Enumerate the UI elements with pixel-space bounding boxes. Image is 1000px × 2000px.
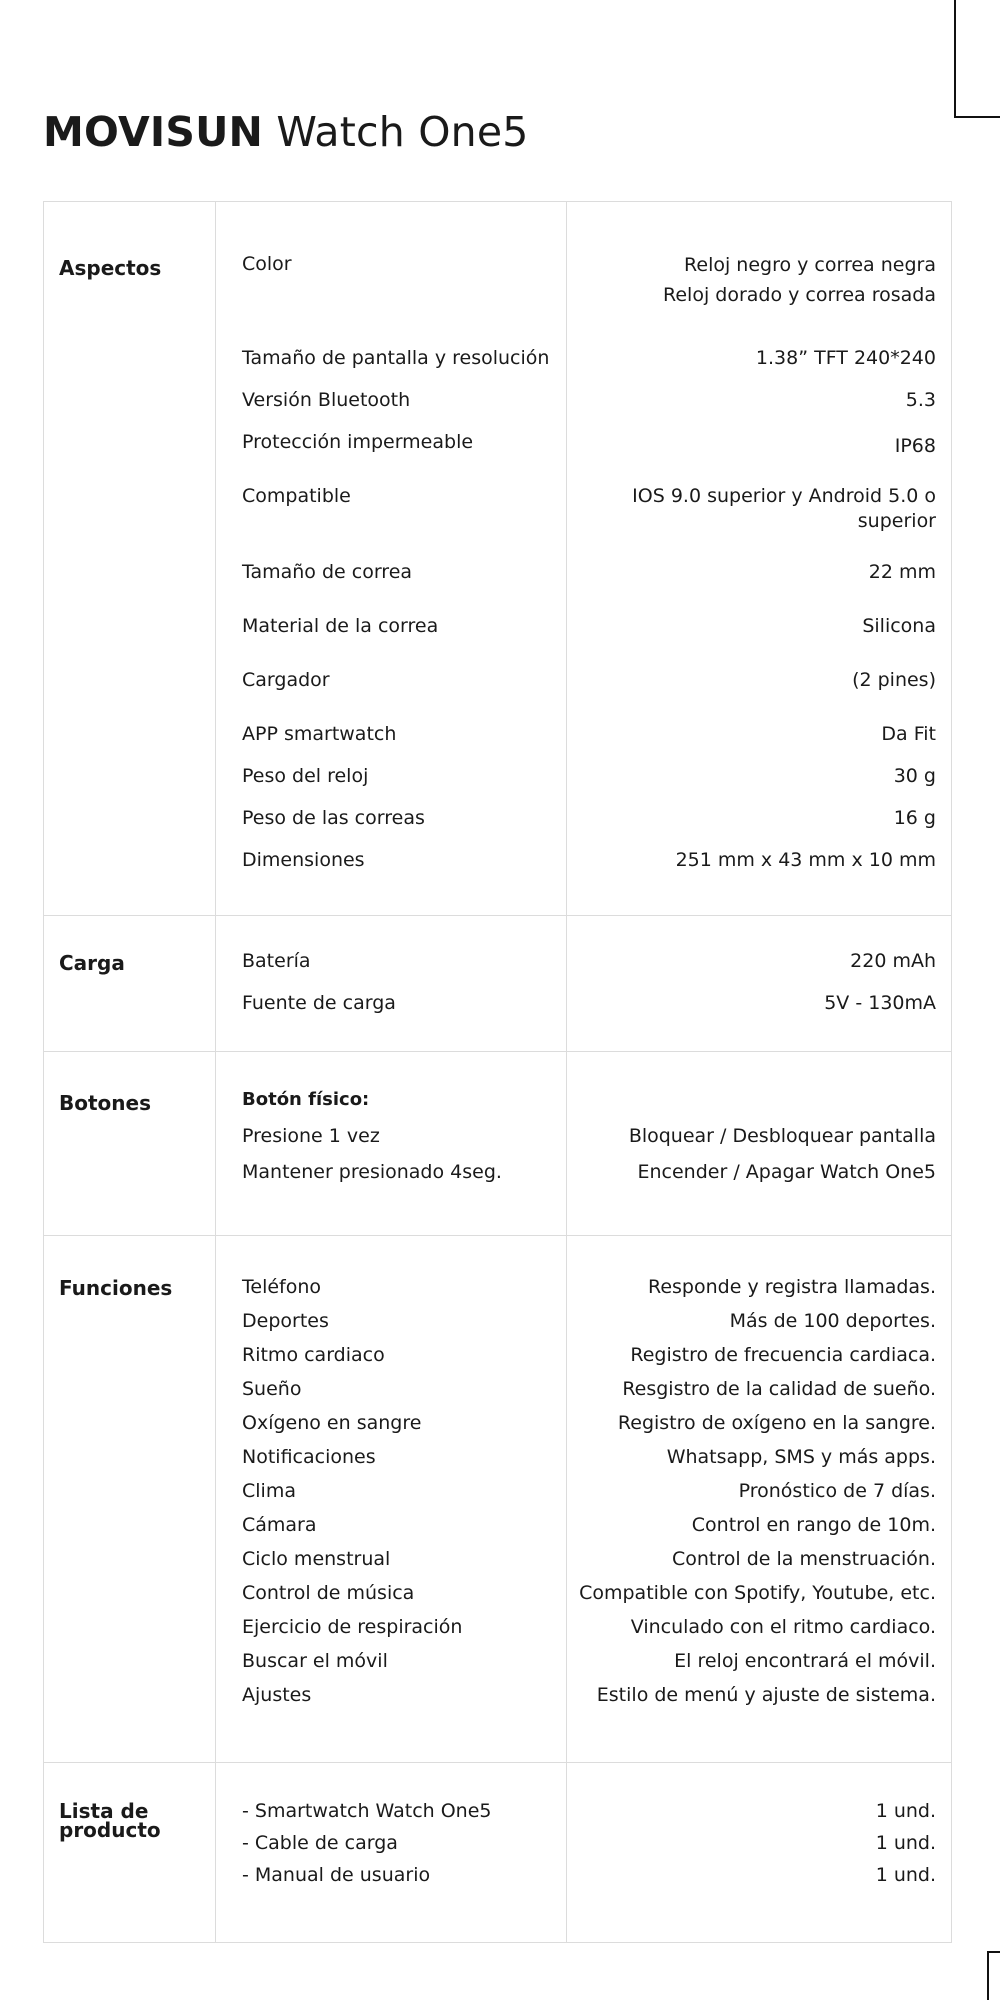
function-label: Ritmo cardiaco: [242, 1344, 385, 1366]
spec-value: [576, 558, 936, 586]
spec-value: 220 mAh: [850, 950, 936, 972]
section-title-line: Lista de: [59, 1799, 149, 1823]
spec-value: [576, 250, 936, 310]
spec-value: [576, 432, 936, 460]
product-item-label: - Manual de usuario: [242, 1864, 431, 1886]
model-name: Watch One5: [276, 108, 529, 156]
function-value: Whatsapp, SMS y más apps.: [666, 1446, 936, 1468]
spec-label: Color: [242, 253, 292, 275]
spec-value: [576, 612, 936, 640]
function-value: Responde y registra llamadas.: [648, 1276, 936, 1298]
spec-value-line: IP68: [894, 435, 936, 457]
function-label: Buscar el móvil: [242, 1650, 388, 1672]
spec-value-line: Da Fit: [881, 723, 936, 745]
spec-value: [616, 484, 936, 534]
function-label: Teléfono: [242, 1276, 322, 1298]
product-item-qty: 1 und.: [875, 1864, 936, 1886]
spec-label: Material de la correa: [242, 615, 439, 637]
spec-label: Dimensiones: [242, 849, 365, 871]
product-item-label: - Cable de carga: [242, 1832, 398, 1854]
spec-label: Peso de las correas: [242, 807, 425, 829]
page-title: [43, 104, 529, 160]
spec-value: 5V - 130mA: [824, 992, 936, 1014]
spec-value: [576, 386, 936, 414]
product-item-qty: 1 und.: [875, 1832, 936, 1854]
spec-value: [576, 804, 936, 832]
function-label: Ejercicio de respiración: [242, 1616, 463, 1638]
spec-value-line: 5.3: [905, 389, 936, 411]
spec-value: [576, 666, 936, 694]
spec-value: Encender / Apagar Watch One5: [637, 1161, 936, 1183]
function-label: Notificaciones: [242, 1446, 376, 1468]
function-value: Vinculado con el ritmo cardiaco.: [630, 1616, 936, 1638]
section-title: Aspectos: [59, 256, 162, 280]
spec-value-line: 16 g: [893, 807, 936, 829]
function-value: Compatible con Spotify, Youtube, etc.: [579, 1582, 936, 1604]
function-value: Registro de frecuencia cardiaca.: [630, 1344, 936, 1366]
spec-label: Peso del reloj: [242, 765, 369, 787]
spec-value: [576, 344, 936, 372]
function-label: Clima: [242, 1480, 296, 1502]
spec-value-line: Reloj negro y correa negra: [684, 254, 936, 276]
spec-label: Protección impermeable: [242, 431, 474, 453]
function-value: Control en rango de 10m.: [691, 1514, 936, 1536]
function-value: Pronóstico de 7 días.: [738, 1480, 936, 1502]
spec-value: Bloquear / Desbloquear pantalla: [628, 1125, 936, 1147]
function-value: El reloj encontrará el móvil.: [674, 1650, 936, 1672]
section-title: [59, 1799, 199, 1842]
function-label: Sueño: [242, 1378, 302, 1400]
spec-label: Batería: [242, 950, 311, 972]
spec-value: [576, 762, 936, 790]
physical-button-heading: Botón físico:: [242, 1089, 370, 1110]
spec-label: Tamaño de correa: [242, 561, 413, 583]
spec-value-line: 251 mm x 43 mm x 10 mm: [675, 849, 936, 871]
spec-value: [576, 720, 936, 748]
spec-label: Cargador: [242, 669, 330, 691]
corner-frame-bottom: [987, 1951, 1000, 2000]
spec-label: Versión Bluetooth: [242, 389, 411, 411]
spec-value-line: Silicona: [862, 615, 936, 637]
section-title: Carga: [59, 951, 125, 975]
spec-value-line: 30 g: [893, 765, 936, 787]
section-title-line: producto: [59, 1818, 161, 1842]
product-item-label: - Smartwatch Watch One5: [242, 1800, 492, 1822]
spec-value: [576, 846, 936, 874]
function-label: Ajustes: [242, 1684, 312, 1706]
function-value: Control de la menstruación.: [672, 1548, 936, 1570]
function-value: Registro de oxígeno en la sangre.: [617, 1412, 936, 1434]
section-aspectos: [44, 202, 951, 916]
product-item-qty: 1 und.: [875, 1800, 936, 1822]
spec-label: Mantener presionado 4seg.: [242, 1161, 502, 1183]
spec-label: Compatible: [242, 485, 351, 507]
spec-label: Tamaño de pantalla y resolución: [242, 347, 550, 369]
spec-value-line: Reloj dorado y correa rosada: [663, 284, 936, 306]
spec-value-line: IOS 9.0 superior y Android 5.0 o superior: [632, 485, 936, 532]
brand-name: MOVISUN: [43, 108, 264, 156]
function-label: Control de música: [242, 1582, 415, 1604]
section-lista-producto: [44, 1763, 951, 1943]
spec-label: APP smartwatch: [242, 723, 397, 745]
spec-value-line: (2 pines): [852, 669, 936, 691]
spec-label: Fuente de carga: [242, 992, 396, 1014]
function-value: Resgistro de la calidad de sueño.: [622, 1378, 936, 1400]
spec-value-line: 22 mm: [868, 561, 936, 583]
function-value: Estilo de menú y ajuste de sistema.: [596, 1684, 936, 1706]
section-botones: [44, 1052, 951, 1236]
spec-table: [43, 201, 952, 1943]
function-label: Oxígeno en sangre: [242, 1412, 422, 1434]
function-label: Ciclo menstrual: [242, 1548, 391, 1570]
section-carga: [44, 916, 951, 1052]
spec-value-line: 1.38” TFT 240*240: [755, 347, 936, 369]
section-title: Botones: [59, 1091, 151, 1115]
section-funciones: [44, 1236, 951, 1763]
spec-label: Presione 1 vez: [242, 1125, 380, 1147]
corner-frame-top: [954, 0, 1000, 118]
section-title: Funciones: [59, 1276, 173, 1300]
function-value: Más de 100 deportes.: [729, 1310, 936, 1332]
function-label: Cámara: [242, 1514, 317, 1536]
function-label: Deportes: [242, 1310, 329, 1332]
